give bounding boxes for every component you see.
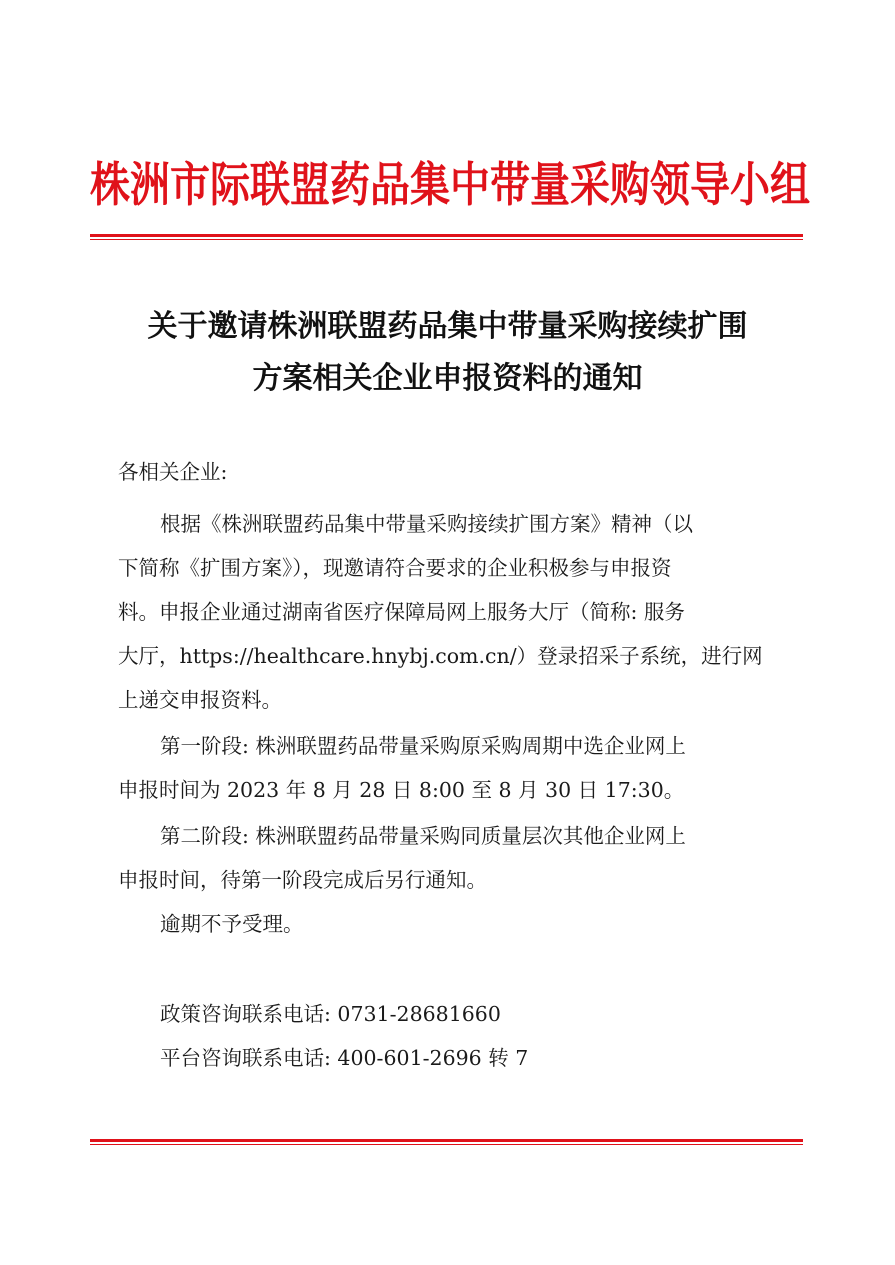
masthead-title: 株洲市际联盟药品集中带量采购领导小组 (90, 158, 810, 213)
footer-divider-thin-line (90, 1144, 803, 1145)
paragraph-1-line-5: 上递交申报资料。 (118, 688, 282, 712)
notice-title-line-1: 关于邀请株洲联盟药品集中带量采购接续扩围 (147, 309, 748, 344)
phase-1-line-2: 申报时间为 2023 年 8 月 28 日 8:00 至 8 月 30 日 17:30。 (118, 778, 685, 802)
footer-divider (90, 1139, 803, 1145)
salutation: 各相关企业: (118, 460, 228, 484)
paragraph-1-line-4: 大厅，https://healthcare.hnybj.com.cn/）登录招采子系统，进行网 (118, 644, 763, 668)
phase-2-line-2: 申报时间，待第一阶段完成后另行通知。 (118, 868, 487, 892)
paragraph-1-line-1: 根据《株洲联盟药品集中带量采购接续扩围方案》精神（以 (160, 512, 693, 536)
notice-title-line-2: 方案相关企业申报资料的通知 (252, 361, 643, 396)
paragraph-1-line-2: 下简称《扩围方案》），现邀请符合要求的企业积极参与申报资 (118, 556, 672, 580)
platform-contact-phone: 平台咨询联系电话: 400-601-2696 转 7 (160, 1046, 529, 1070)
masthead-divider (90, 234, 803, 240)
phase-1-line-1: 第一阶段: 株洲联盟药品带量采购原采购周期中选企业网上 (160, 734, 686, 758)
overdue-notice: 逾期不予受理。 (160, 912, 304, 936)
footer-divider-thick-line (90, 1139, 803, 1142)
divider-thin-line (90, 239, 803, 240)
policy-contact-phone: 政策咨询联系电话: 0731-28681660 (160, 1002, 501, 1026)
divider-thick-line (90, 234, 803, 237)
paragraph-1-line-3: 料。申报企业通过湖南省医疗保障局网上服务大厅（简称: 服务 (118, 600, 685, 624)
phase-2-line-1: 第二阶段: 株洲联盟药品带量采购同质量层次其他企业网上 (160, 824, 686, 848)
